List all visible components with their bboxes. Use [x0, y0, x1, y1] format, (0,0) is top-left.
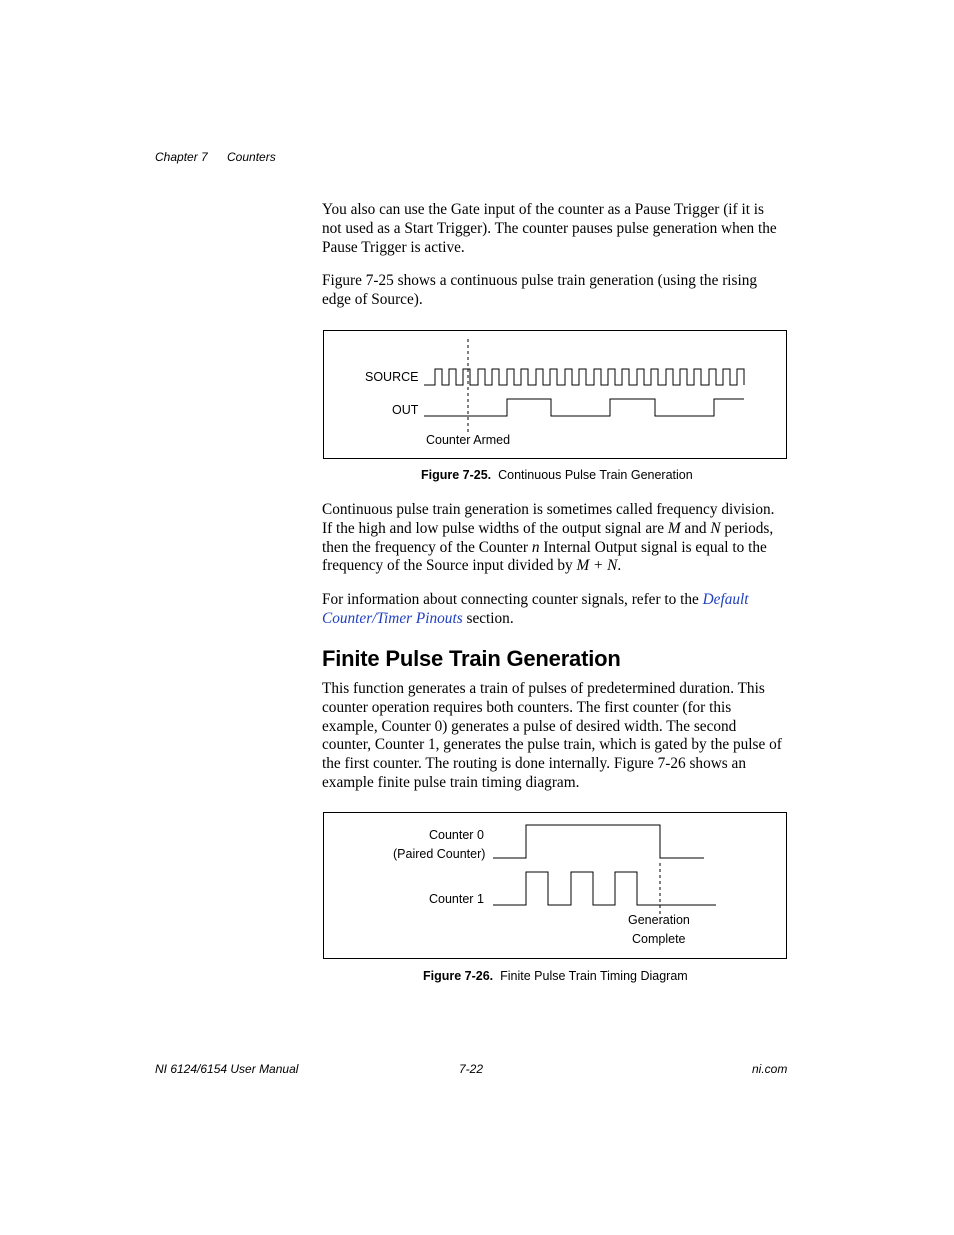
caption-number: Figure 7-26. — [423, 969, 494, 983]
paired-counter-label: (Paired Counter) — [393, 847, 486, 861]
counter0-label: Counter 0 — [429, 828, 484, 842]
footer-manual: NI 6124/6154 User Manual — [155, 1062, 299, 1076]
counter0-waveform — [493, 825, 704, 858]
figure-7-26 — [323, 812, 787, 959]
header-section: Counters — [227, 150, 276, 164]
out-waveform — [424, 399, 744, 416]
header-chapter: Chapter 7 — [155, 150, 208, 164]
generation-label: Generation — [628, 913, 690, 927]
continuous-pulse-train-diagram — [324, 331, 786, 458]
default-counter-timer-pinouts-link[interactable]: Default Counter/Timer Pinouts — [322, 591, 749, 627]
counter1-waveform — [493, 872, 716, 905]
finite-pulse-train-diagram — [324, 813, 786, 958]
counter-armed-label: Counter Armed — [426, 433, 511, 447]
paragraph-frequency-division: Continuous pulse train generation is sometimes called frequency division. If the high and low pulse widths of the output signal are M and N periods, then the frequency of the Counter n Internal Output signal is equal to the frequency of the Source input divided by M + N. — [322, 501, 775, 575]
complete-label: Complete — [632, 932, 686, 946]
caption-text: Continuous Pulse Train Generation — [498, 468, 693, 482]
footer-page-number: 7-22 — [459, 1062, 484, 1076]
paragraph-finite-pulse-train: This function generates a train of pulses of predetermined duration. This counter operation requires both counters. The first counter (for this example, Counter 0) generates a pulse of desired width. The second counter, Counter 1, generates the pulse train, which is gated by the pulse of the first counter. The routing is done internally. Figure 7-26 shows an example finite pulse train timing diagram. — [322, 680, 782, 791]
counter1-label: Counter 1 — [429, 892, 484, 906]
out-label: OUT — [392, 403, 419, 417]
paragraph-pinouts-reference: For information about connecting counter signals, refer to the Default Counter/Timer Pinouts section. — [322, 591, 749, 627]
section-heading: Finite Pulse Train Generation — [322, 646, 621, 671]
source-waveform — [424, 369, 744, 385]
figure-7-26-caption — [423, 969, 688, 983]
figure-7-25 — [323, 330, 787, 459]
source-label: SOURCE — [365, 370, 419, 384]
figure-7-25-caption — [421, 468, 693, 482]
caption-text: Finite Pulse Train Timing Diagram — [500, 969, 688, 983]
paragraph-figure-intro: Figure 7-25 shows a continuous pulse train generation (using the rising edge of Source). — [322, 272, 758, 308]
caption-number: Figure 7-25. — [421, 468, 492, 482]
footer-site: ni.com — [752, 1062, 788, 1076]
paragraph-pause-trigger: You also can use the Gate input of the counter as a Pause Trigger (if it is not used as a Start Trigger). The counter pauses pulse generation when the Pause Trigger is active. — [322, 201, 777, 256]
